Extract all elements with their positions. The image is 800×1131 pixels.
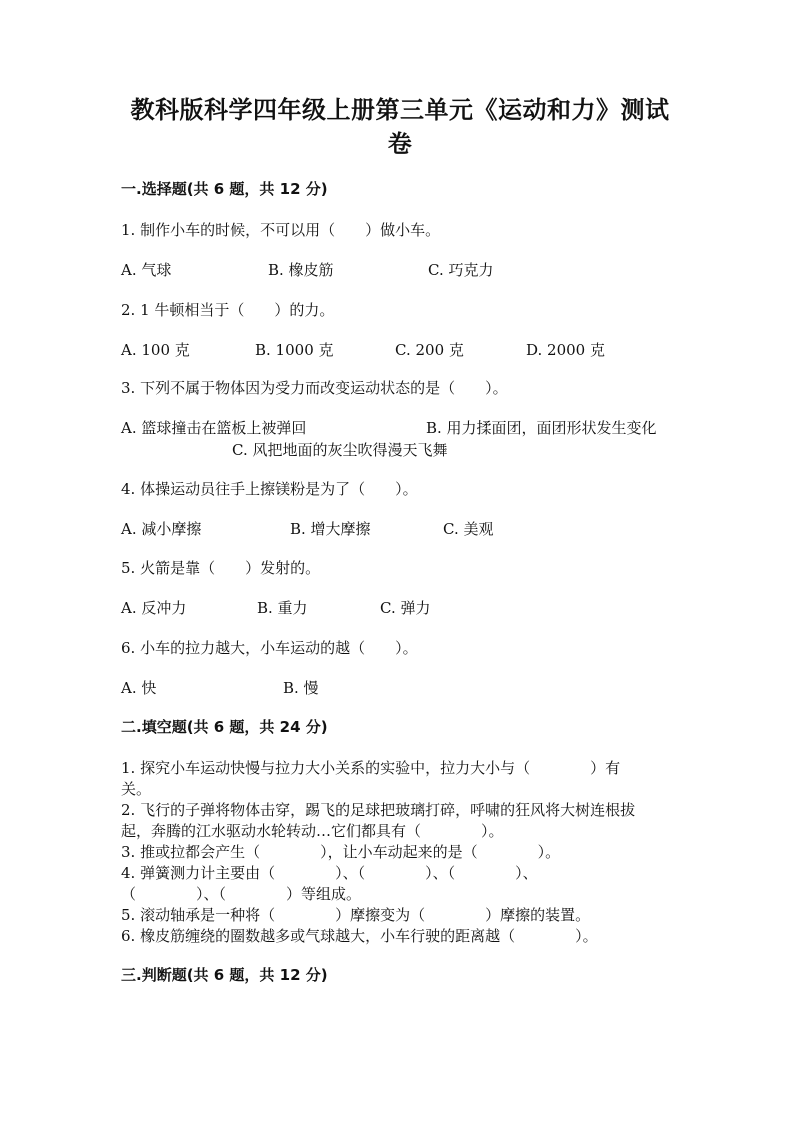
question-1-option-c: C. 巧克力 bbox=[428, 261, 494, 279]
fill-question-line: 6. 橡皮筋缠绕的圈数越多或气球越大，小车行驶的距离越（ ）。 bbox=[121, 927, 598, 945]
fill-question-line: 关。 bbox=[121, 780, 152, 798]
question-2-option-a: A. 100 克 bbox=[121, 341, 190, 359]
title-line-2: 卷 bbox=[387, 129, 413, 158]
section-heading-fill: 二.填空题(共 6 题，共 24 分) bbox=[121, 718, 328, 736]
question-4-stem: 4. 体操运动员往手上擦镁粉是为了（ ）。 bbox=[121, 480, 418, 498]
fill-question-line: 2. 飞行的子弹将物体击穿，踢飞的足球把玻璃打碎，呼啸的狂风将大树连根拔 bbox=[121, 801, 636, 819]
question-4-option-c: C. 美观 bbox=[443, 520, 494, 538]
question-3-option-b: B. 用力揉面团，面团形状发生变化 bbox=[426, 419, 657, 437]
question-6-stem: 6. 小车的拉力越大，小车运动的越（ ）。 bbox=[121, 639, 418, 657]
question-1-option-a: A. 气球 bbox=[121, 261, 172, 279]
question-5-option-c: C. 弹力 bbox=[380, 599, 431, 617]
question-6-option-b: B. 慢 bbox=[283, 679, 319, 697]
question-4-option-b: B. 增大摩擦 bbox=[290, 520, 371, 538]
question-2-option-d: D. 2000 克 bbox=[526, 341, 605, 359]
question-2-option-b: B. 1000 克 bbox=[255, 341, 334, 359]
question-3-stem: 3. 下列不属于物体因为受力而改变运动状态的是（ ）。 bbox=[121, 379, 508, 397]
question-6-option-a: A. 快 bbox=[121, 679, 157, 697]
fill-question-line: 4. 弹簧测力计主要由（ ）、（ ）、（ ）、 bbox=[121, 864, 538, 882]
question-4-option-a: A. 减小摩擦 bbox=[121, 520, 202, 538]
question-2-stem: 2. 1 牛顿相当于（ ）的力。 bbox=[121, 301, 335, 319]
question-1-option-b: B. 橡皮筋 bbox=[268, 261, 334, 279]
fill-question-line: 5. 滚动轴承是一种将（ ）摩擦变为（ ）摩擦的装置。 bbox=[121, 906, 591, 924]
fill-question-line: （ ）、（ ）等组成。 bbox=[121, 885, 362, 903]
question-5-stem: 5. 火箭是靠（ ）发射的。 bbox=[121, 559, 321, 577]
question-3-option-c: C. 风把地面的灰尘吹得漫天飞舞 bbox=[232, 441, 448, 459]
fill-question-line: 起，奔腾的江水驱动水轮转动…它们都具有（ ）。 bbox=[121, 822, 504, 840]
section-heading-choice: 一.选择题(共 6 题，共 12 分) bbox=[121, 180, 328, 198]
question-5-option-a: A. 反冲力 bbox=[121, 599, 187, 617]
page-title bbox=[100, 93, 700, 161]
section-heading-judge: 三.判断题(共 6 题，共 12 分) bbox=[121, 966, 328, 984]
fill-question-line: 3. 推或拉都会产生（ ），让小车动起来的是（ ）。 bbox=[121, 843, 561, 861]
question-5-option-b: B. 重力 bbox=[257, 599, 308, 617]
question-2-option-c: C. 200 克 bbox=[395, 341, 464, 359]
title-line-1: 教科版科学四年级上册第三单元《运动和力》测试 bbox=[130, 95, 670, 124]
question-3-option-a: A. 篮球撞击在篮板上被弹回 bbox=[121, 419, 307, 437]
fill-question-line: 1. 探究小车运动快慢与拉力大小关系的实验中，拉力大小与（ ）有 bbox=[121, 759, 621, 777]
question-1-stem: 1. 制作小车的时候，不可以用（ ）做小车。 bbox=[121, 221, 441, 239]
